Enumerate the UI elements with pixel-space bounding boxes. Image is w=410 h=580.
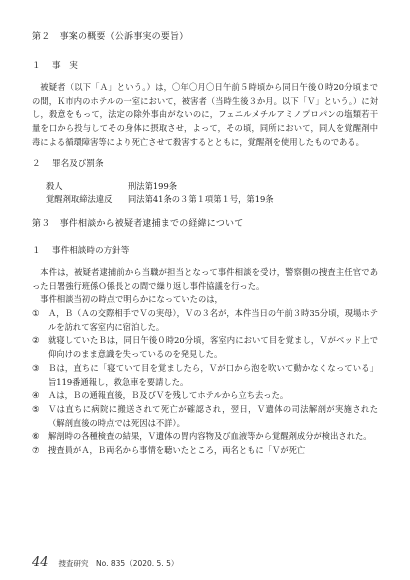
list-item-text: Ａは，Ｂの通報直後，Ｂ及びＶを残してホテルから立ち去った。: [48, 390, 289, 401]
list-item-text: Ｖは直ちに病院に搬送されて死亡が確認され，翌日，Ｖ遺体の司法解剖が実施された（解剖直後の時点では死因は不詳）。: [48, 403, 378, 428]
list-marker: ①: [32, 308, 40, 319]
list-item-text: Ａ，Ｂ（Ａの交際相手でＶの実母），Ｖの３名が，本件当日の午前３時35分頃，現場ホテルを訪れて客室内に宿泊した。: [48, 308, 378, 332]
document-page: [32, 30, 378, 458]
charge-row: [46, 180, 378, 194]
list-marker: ②: [32, 335, 40, 346]
facts-list: [32, 307, 378, 458]
charge-law: 同法第41条の３第１項第１号，第19条: [128, 194, 274, 205]
list-item-text: 解剖時の各種検査の結果，Ｖ遺体の胃内容物及び血液等から覚醒剤成分が検出された。: [48, 431, 372, 442]
page-footer: [32, 552, 178, 573]
list-item-text: 就寝していたＢは，同日午後０時20分頃，客室内において目を覚まし，Ｖがベッド上で仰向けのまま意識を失っているのを発見した。: [48, 335, 378, 360]
charge-name: 殺人: [46, 180, 63, 191]
page-number: 44: [32, 555, 49, 570]
facts-heading: [32, 59, 378, 73]
charges-table: [46, 180, 378, 207]
journal-citation: 捜査研究 No. 835（2020. 5. 5）: [58, 559, 179, 568]
facts-paragraph: 被疑者（以下「Ａ」という。）は，〇年〇月〇日午前５時頃から同日午後０時20分頃までの間，Ｋ市内のホテルの一室において，被害者（当時生後３か月。以下「Ｖ」という。）に対し，殺意をもって，法定の除外事由がないのに，フェニルメチルアミノプロパンの塩類若干量を口から投与してその身体に摂取させ，よって，その頃，同所において，同人を覚醒剤中毒による循環障害等により死亡させて殺害するとともに，覚醒剤を使用したものである。: [32, 82, 378, 147]
section-3-title: 第３ 事件相談から被疑者逮捕までの経緯について: [32, 219, 244, 229]
facts-number: １: [32, 60, 41, 71]
list-item: [32, 430, 378, 444]
charge-row: [46, 193, 378, 207]
list-item: [32, 307, 378, 334]
list-marker: ③: [32, 362, 40, 373]
list-item-text: 捜査員がＡ，Ｂ両名から事情を聴いたところ，両名ともに「Ｖが死亡: [48, 444, 306, 455]
list-item-text: Ｂは，直ちに「寝ていて目を覚ましたら，Ｖが口から泡を吹いて動かなくなっている」旨119番通報し，救急車を要請した。: [48, 362, 378, 387]
policy-heading-text: 事件相談時の方針等: [52, 245, 130, 256]
list-marker: ⑥: [32, 431, 40, 442]
list-item: [32, 362, 378, 389]
list-marker: ⑦: [32, 444, 40, 455]
list-item: [32, 389, 378, 403]
list-item: [32, 403, 378, 430]
section-2-title: 第２ 事案の概要（公訴事実の要旨）: [32, 32, 189, 42]
charges-number: ２: [32, 159, 41, 170]
charge-name: 覚醒剤取締法違反: [46, 194, 113, 205]
charges-heading-text: 罪名及び罰条: [52, 159, 104, 170]
list-item: [32, 334, 378, 361]
list-item: [32, 444, 378, 458]
facts-heading-text: 事 実: [52, 60, 78, 71]
charge-law: 刑法第199条: [128, 180, 178, 191]
policy-heading: [32, 244, 378, 258]
list-marker: ⑤: [32, 403, 40, 414]
policy-number: １: [32, 245, 41, 256]
charges-heading: [32, 157, 378, 171]
policy-paragraph-2: 事件相談当初の時点で明らかになっていたのは，: [40, 294, 223, 305]
list-marker: ④: [32, 390, 40, 401]
policy-paragraph-1: 本件は，被疑者逮捕前から当職が担当となって事件相談を受け，警察側の捜査主任官であった日署強行班係Ｏ係長との間で繰り返し事件協議を行った。: [32, 267, 378, 291]
